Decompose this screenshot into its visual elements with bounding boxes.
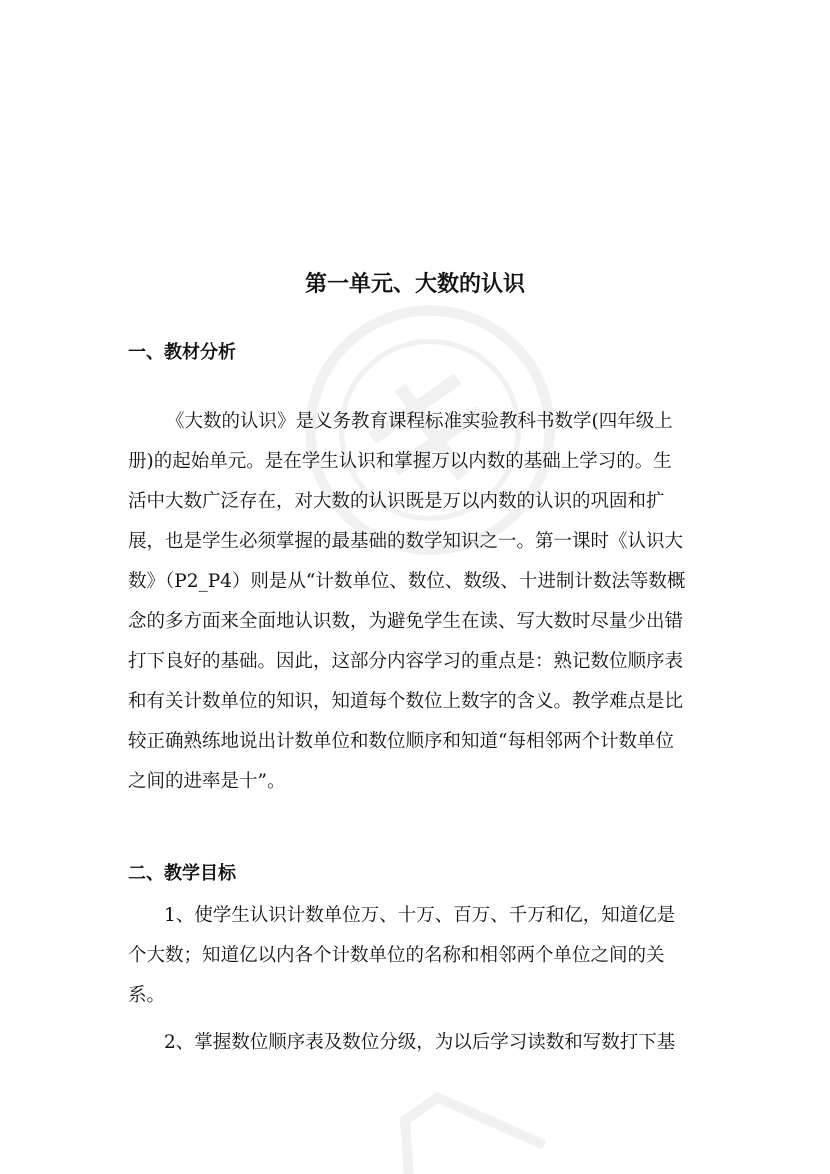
paragraph-line: 之间的进率是十”。 xyxy=(128,771,286,792)
paragraph-line: 《大数的认识》是义务教育课程标准实验教科书数学(四年级上 xyxy=(166,411,673,432)
paragraph-line: 系。 xyxy=(128,985,166,1006)
section-heading-1: 一、教材分析 xyxy=(128,342,236,363)
paragraph-line: 较正确熟练地说出计数单位和数位顺序和知道“每相邻两个计数单位 xyxy=(128,731,674,752)
watermark-logo-bottom xyxy=(328,1035,572,1174)
paragraph-line: 1、使学生认识计数单位万、十万、百万、千万和亿，知道亿是 xyxy=(164,905,676,926)
paragraph-line: 展，也是学生必须掌握的最基础的数学知识之一。第一课时《认识大 xyxy=(128,531,684,552)
paragraph-line: 念的多方面来全面地认识数，为避免学生在读、写大数时尽量少出错 xyxy=(128,611,684,632)
paragraph-line: 和有关计数单位的知识，知道每个数位上数字的含义。教学难点是比 xyxy=(128,691,684,712)
paragraph-line: 2、掌握数位顺序表及数位分级，为以后学习读数和写数打下基 xyxy=(164,1032,676,1053)
paragraph-line: 数》（P2_P4）则是从“计数单位、数位、数级、十进制计数法等数概 xyxy=(128,571,686,592)
page-title: 第一单元、大数的认识 xyxy=(304,271,525,297)
paragraph-line: 活中大数广泛存在，对大数的认识既是万以内数的认识的巩固和扩 xyxy=(128,491,665,512)
paragraph-line: 个大数；知道亿以内各个计数单位的名称和相邻两个单位之间的关 xyxy=(128,945,665,966)
paragraph-line: 打下良好的基础。因此，这部分内容学习的重点是：熟记数位顺序表 xyxy=(128,651,684,672)
section-heading-2: 二、教学目标 xyxy=(128,863,236,884)
paragraph-line: 册)的起始单元。是在学生认识和掌握万以内数的基础上学习的。生 xyxy=(128,451,672,472)
